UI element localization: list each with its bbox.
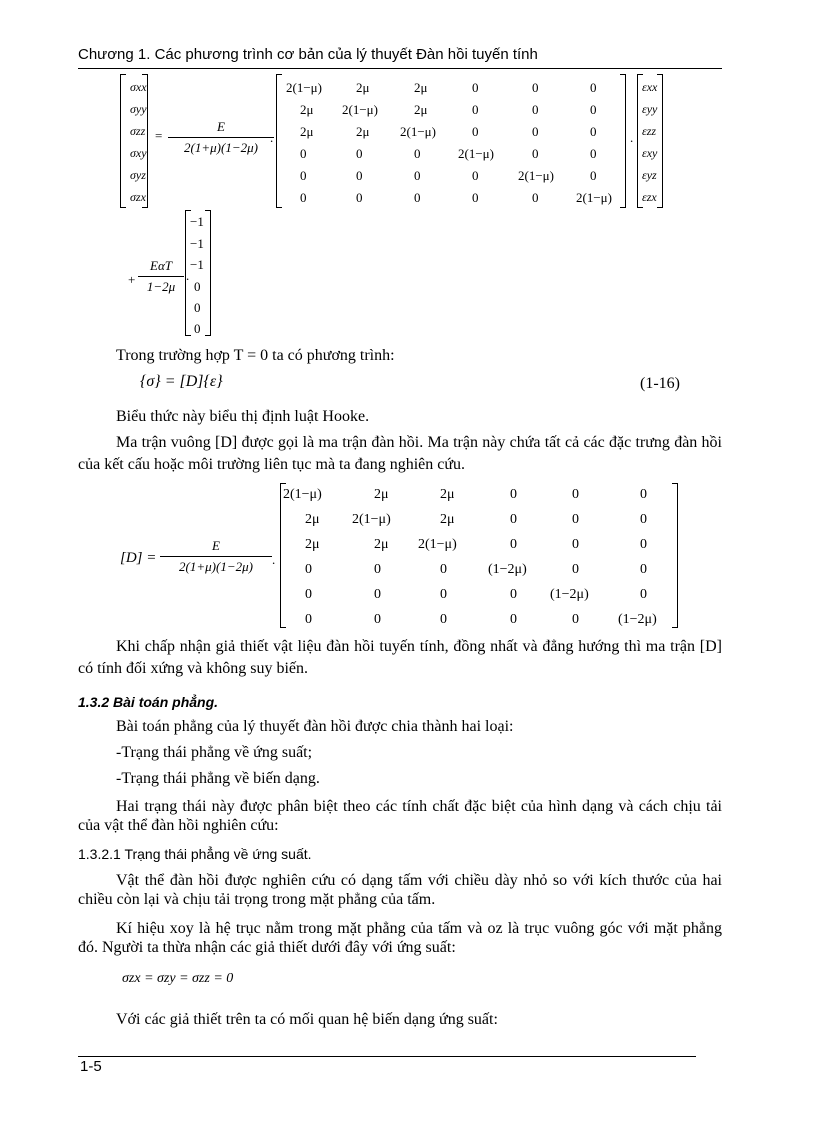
fraction-numerator: E — [217, 119, 225, 134]
matrix-cell: 0 — [640, 562, 647, 577]
stress-component: σxy — [130, 146, 147, 160]
matrix-cell: 0 — [590, 102, 597, 117]
matrix-cell: 0 — [590, 146, 597, 161]
matrix-cell: 2(1−μ) — [283, 487, 322, 502]
coefficient-fraction — [160, 538, 272, 575]
plus-sign: + — [128, 272, 136, 287]
matrix-cell: 2μ — [305, 537, 320, 552]
stress-component: σzz — [130, 124, 146, 138]
matrix-cell: 0 — [414, 190, 421, 205]
matrix-cell: 0 — [440, 587, 447, 602]
matrix-cell: 0 — [356, 190, 363, 205]
matrix-cell: 0 — [472, 102, 479, 117]
strain-component: εzz — [642, 124, 657, 138]
thermal-vector-cell: 0 — [194, 321, 201, 336]
footer-rule — [78, 1056, 696, 1057]
matrix-cell: 2(1−μ) — [418, 537, 457, 552]
equation-number: (1-16) — [640, 375, 680, 392]
thermal-vector-cell: −1 — [190, 214, 204, 229]
dot-operator: . — [270, 130, 274, 145]
strain-component: εxy — [642, 146, 658, 160]
matrix-cell: 0 — [532, 124, 539, 139]
matrix-cell: 0 — [472, 190, 479, 205]
fraction-denominator: 2(1+μ)(1−2μ) — [184, 140, 258, 155]
matrix-cell: 0 — [356, 168, 363, 183]
matrix-cell: 0 — [472, 80, 479, 95]
strain-component: εxx — [642, 80, 658, 94]
matrix-cell: 0 — [374, 587, 381, 602]
matrix-cell: 0 — [572, 487, 579, 502]
matrix-cell: 2μ — [356, 80, 370, 95]
paragraph: Vật thể đàn hồi được nghiên cứu có dạng tấm với chiều dày nhỏ so với kích thước của hai chiều còn lại và chịu tải trọng trong mặt phẳng của tấm. — [78, 872, 722, 908]
matrix-cell: 0 — [532, 146, 539, 161]
stress-component: σyz — [130, 168, 146, 182]
matrix-cell: 0 — [440, 562, 447, 577]
strain-component: εyz — [642, 168, 657, 182]
matrix-cell: 2(1−μ) — [576, 190, 612, 205]
strain-component: εzx — [642, 190, 657, 204]
fraction-denominator: 2(1+μ)(1−2μ) — [179, 559, 253, 574]
matrix-cell: 0 — [374, 612, 381, 627]
matrix-cell: 2μ — [414, 102, 428, 117]
matrix-cell: 0 — [640, 537, 647, 552]
matrix-cell: 0 — [590, 124, 597, 139]
dot-operator: . — [272, 552, 276, 567]
matrix-cell: 2μ — [300, 124, 314, 139]
thermal-vector-cell: −1 — [190, 236, 204, 251]
matrix-cell: 2μ — [374, 537, 389, 552]
matrix-cell: 0 — [374, 562, 381, 577]
matrix-cell: 0 — [510, 537, 517, 552]
strain-component: εyy — [642, 102, 658, 116]
paragraph: Ma trận vuông [D] được gọi là ma trận đàn hồi. Ma trận này chứa tất cả các đặc trưng đàn hồi của kết cấu hoặc môi trường liên tục mà ta đang nghiên cứu. — [78, 434, 722, 473]
section-heading: 1.3.2 Bài toán phẳng. — [78, 694, 219, 710]
paragraph: Khi chấp nhận giả thiết vật liệu đàn hồi tuyến tính, đồng nhất và đẳng hướng thì ma trận [D] có tính đối xứng và không suy biến. — [78, 638, 722, 677]
matrix-cell: (1−2μ) — [618, 612, 657, 627]
dot-operator: . — [630, 130, 634, 145]
matrix-cell: 2μ — [300, 102, 314, 117]
stress-component: σxx — [130, 80, 147, 94]
paragraph: Biểu thức này biểu thị định luật Hooke. — [116, 408, 370, 425]
fraction-bar — [160, 556, 272, 557]
matrix-cell: 2μ — [414, 80, 428, 95]
equals-sign: = — [155, 128, 163, 143]
matrix-cell: 0 — [590, 80, 597, 95]
paragraph: Trong trường hợp T = 0 ta có phương trình: — [116, 347, 395, 364]
matrix-cell: 2μ — [374, 487, 389, 502]
matrix-cell: 0 — [572, 512, 579, 527]
matrix-cell: 2μ — [440, 487, 455, 502]
matrix-bracket-left — [280, 483, 286, 628]
stress-component: σzx — [130, 190, 146, 204]
matrix-cell: 0 — [300, 168, 307, 183]
thermal-vector-cell: 0 — [194, 279, 201, 294]
fraction-denominator: 1−2μ — [146, 279, 176, 294]
paragraph: Hai trạng thái này được phân biệt theo các tính chất đặc biệt của hình dạng và cách chịu tải của vật thể đàn hồi nghiên cứu: — [78, 798, 722, 834]
thermal-vector-cell: 0 — [194, 300, 201, 315]
matrix-cell: 0 — [640, 487, 647, 502]
thermal-vector-cell: −1 — [190, 257, 204, 272]
list-item: -Trạng thái phẳng về biến dạng. — [116, 770, 320, 787]
matrix-cell: 0 — [572, 612, 579, 627]
matrix-cell: 2μ — [356, 124, 370, 139]
dot-operator: . — [186, 268, 190, 283]
matrix-cell: 0 — [300, 190, 307, 205]
matrix-cell: 0 — [532, 80, 539, 95]
hooke-equation: {σ} = [D]{ε} — [140, 373, 223, 390]
matrix-cell: 0 — [414, 168, 421, 183]
list-item: -Trạng thái phẳng về ứng suất; — [116, 744, 313, 761]
matrix-cell: 0 — [510, 512, 517, 527]
matrix-cell: 0 — [572, 537, 579, 552]
matrix-bracket-right — [672, 483, 678, 628]
paragraph: Với các giả thiết trên ta có mối quan hệ biến dạng ứng suất: — [116, 1011, 498, 1028]
matrix-cell: 0 — [414, 146, 421, 161]
page-number: 1-5 — [80, 1058, 102, 1075]
paragraph: Kí hiệu xoy là hệ trục nằm trong mặt phẳng của tấm và oz là trục vuông góc với mặt phẳng đó. Người ta thừa nhận các giả thiết dưới đây với ứng suất: — [78, 920, 722, 956]
matrix-cell: 2(1−μ) — [518, 168, 554, 183]
matrix-cell: 0 — [300, 146, 307, 161]
matrix-cell: 0 — [510, 612, 517, 627]
matrix-cell: 0 — [440, 612, 447, 627]
matrix-cell: (1−2μ) — [550, 587, 589, 602]
matrix-cell: 0 — [532, 102, 539, 117]
matrix-cell: 0 — [532, 190, 539, 205]
stress-condition: σzx = σzy = σzz = 0 — [122, 971, 234, 986]
matrix-cell: 2(1−μ) — [286, 80, 322, 95]
matrix-cell: 2(1−μ) — [352, 512, 391, 527]
matrix-cell: 0 — [640, 512, 647, 527]
matrix-cell: 0 — [640, 587, 647, 602]
stress-component: σyy — [130, 102, 147, 116]
matrix-cell: 0 — [472, 168, 479, 183]
page-header: Chương 1. Các phương trình cơ bản của lý thuyết Đàn hồi tuyến tính — [78, 46, 538, 63]
matrix-cell: 2μ — [440, 512, 455, 527]
matrix-cell: 2(1−μ) — [458, 146, 494, 161]
matrix-cell: 0 — [472, 124, 479, 139]
fraction-numerator: E — [212, 538, 220, 553]
matrix-cell: 0 — [510, 587, 517, 602]
matrix-cell: (1−2μ) — [488, 562, 527, 577]
fraction-numerator: EαT — [150, 258, 172, 273]
matrix-cell: 2(1−μ) — [342, 102, 378, 117]
matrix-cell: 2μ — [305, 512, 320, 527]
matrix-cell: 0 — [305, 612, 312, 627]
matrix-lhs: [D] = — [120, 550, 157, 566]
matrix-cell: 0 — [356, 146, 363, 161]
matrix-cell: 0 — [305, 587, 312, 602]
matrix-cell: 0 — [305, 562, 312, 577]
matrix-cell: 0 — [572, 562, 579, 577]
paragraph: Bài toán phẳng của lý thuyết đàn hồi được chia thành hai loại: — [116, 718, 514, 735]
subsection-heading: 1.3.2.1 Trạng thái phẳng về ứng suất. — [78, 846, 312, 862]
matrix-cell: 0 — [510, 487, 517, 502]
matrix-cell: 2(1−μ) — [400, 124, 436, 139]
matrix-cell: 0 — [590, 168, 597, 183]
